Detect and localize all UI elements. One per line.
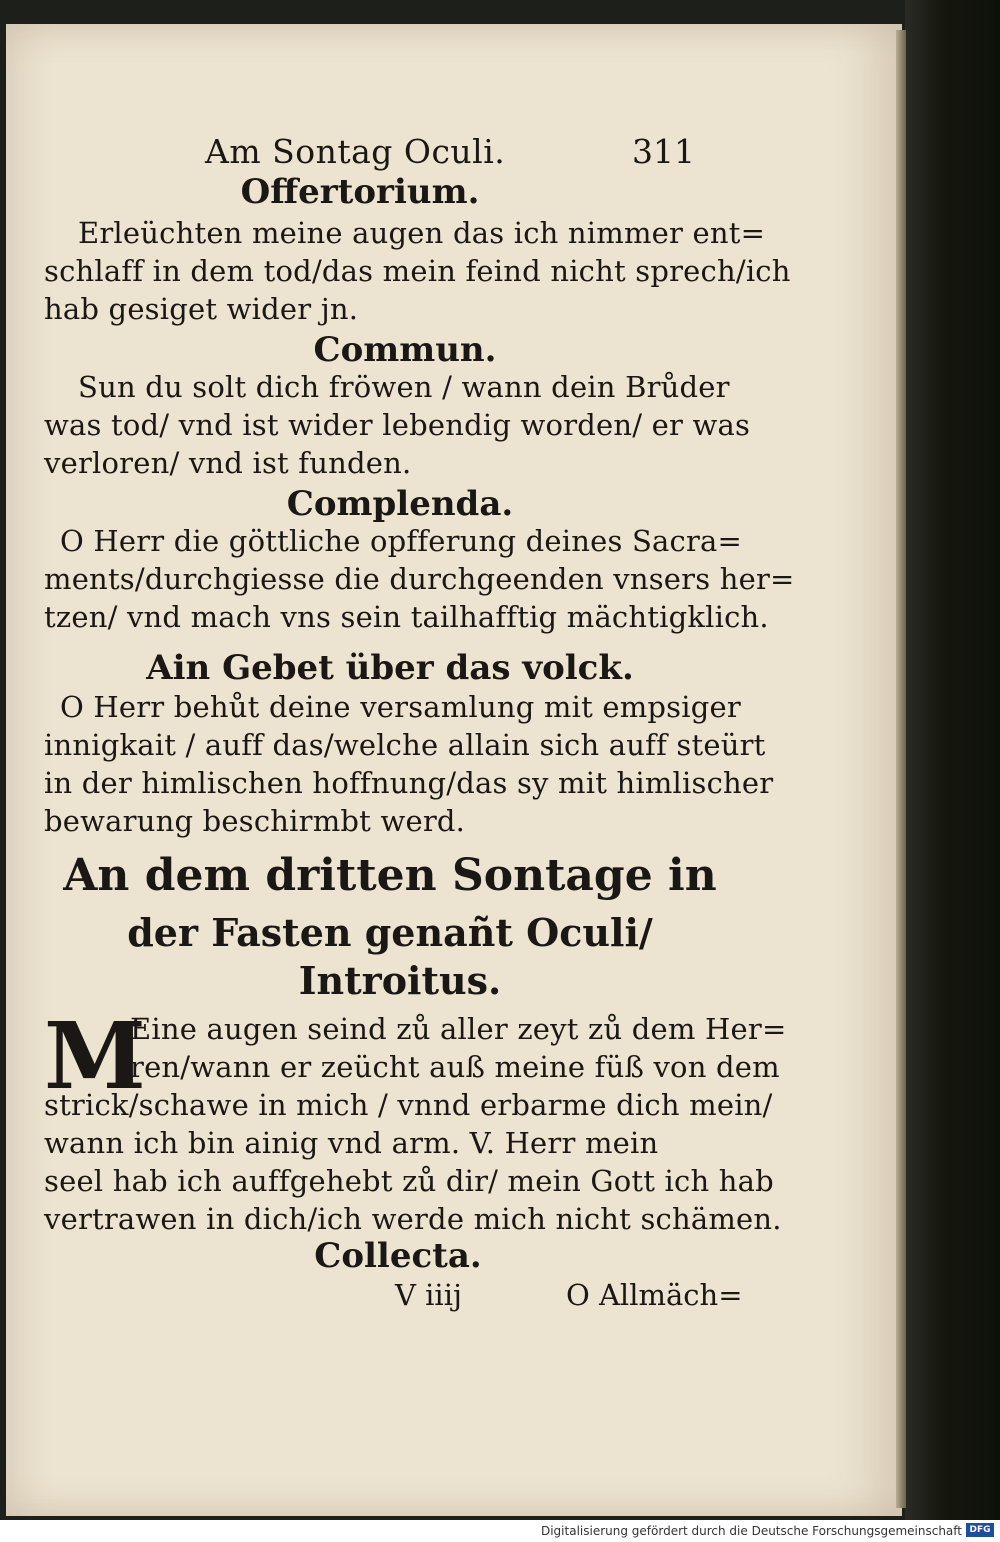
text-line: innigkait / auff das/welche allain sich auff steürt	[44, 728, 766, 762]
signature-mark: V iiij	[395, 1278, 462, 1312]
text-line: bewarung beschirmbt werd.	[44, 804, 466, 838]
text-line: verloren/ vnd ist funden.	[44, 446, 412, 480]
chapter-title-line-2: der Fasten genañt Oculi/	[127, 910, 653, 955]
drop-initial: M	[44, 1002, 146, 1110]
chapter-title-line-1: An dem dritten Sontage in	[63, 850, 717, 901]
text-line: was tod/ vnd ist wider lebendig worden/ er was	[44, 408, 751, 442]
dfg-logo: DFG	[966, 1523, 994, 1537]
text-line: Erleüchten meine augen das ich nimmer ent=	[78, 216, 766, 250]
text-line: ments/durchgiesse die durchgeenden vnsers her=	[44, 562, 795, 596]
text-line: vertrawen in dich/ich werde mich nicht schämen.	[44, 1202, 782, 1236]
heading-complenda: Complenda.	[286, 484, 514, 524]
chapter-title-line-3: Introitus.	[298, 958, 502, 1003]
text-line: wann ich bin ainig vnd arm. V. Herr mein	[44, 1126, 659, 1160]
heading-commun: Commun.	[313, 330, 497, 370]
page-edge	[896, 30, 906, 1508]
text-line: ren/wann er zeücht auß meine füß von dem	[130, 1050, 780, 1084]
text-line: strick/schawe in mich / vnnd erbarme dich mein/	[44, 1088, 773, 1122]
text-line: schlaff in dem tod/das mein feind nicht sprech/ich	[44, 254, 791, 288]
catchword: O Allmäch=	[566, 1278, 743, 1312]
text-line: hab gesiget wider jn.	[44, 292, 359, 326]
text-line: in der himlischen hoffnung/das sy mit himlischer	[44, 766, 774, 800]
page-number: 311	[632, 132, 695, 171]
book-spine	[905, 0, 1000, 1520]
heading-ain-gebet: Ain Gebet über das volck.	[146, 648, 634, 688]
text-line: Eine augen seind zů aller zeyt zů dem Her=	[130, 1012, 787, 1046]
text-line: tzen/ vnd mach vns sein tailhafftig mächtigklich.	[44, 600, 769, 634]
text-line: O Herr behůt deine versamlung mit empsiger	[60, 690, 741, 724]
text-line: Sun du solt dich fröwen / wann dein Brůder	[78, 370, 730, 404]
running-head: Am Sontag Oculi.	[205, 132, 506, 171]
heading-collecta: Collecta.	[314, 1236, 482, 1276]
digitization-credit: Digitalisierung gefördert durch die Deutsche Forschungsgemeinschaft	[540, 1524, 962, 1538]
heading-offertorium: Offertorium.	[240, 172, 480, 212]
text-line: seel hab ich auffgehebt zů dir/ mein Gott ich hab	[44, 1164, 774, 1198]
text-line: O Herr die göttliche opfferung deines Sacra=	[60, 524, 743, 558]
